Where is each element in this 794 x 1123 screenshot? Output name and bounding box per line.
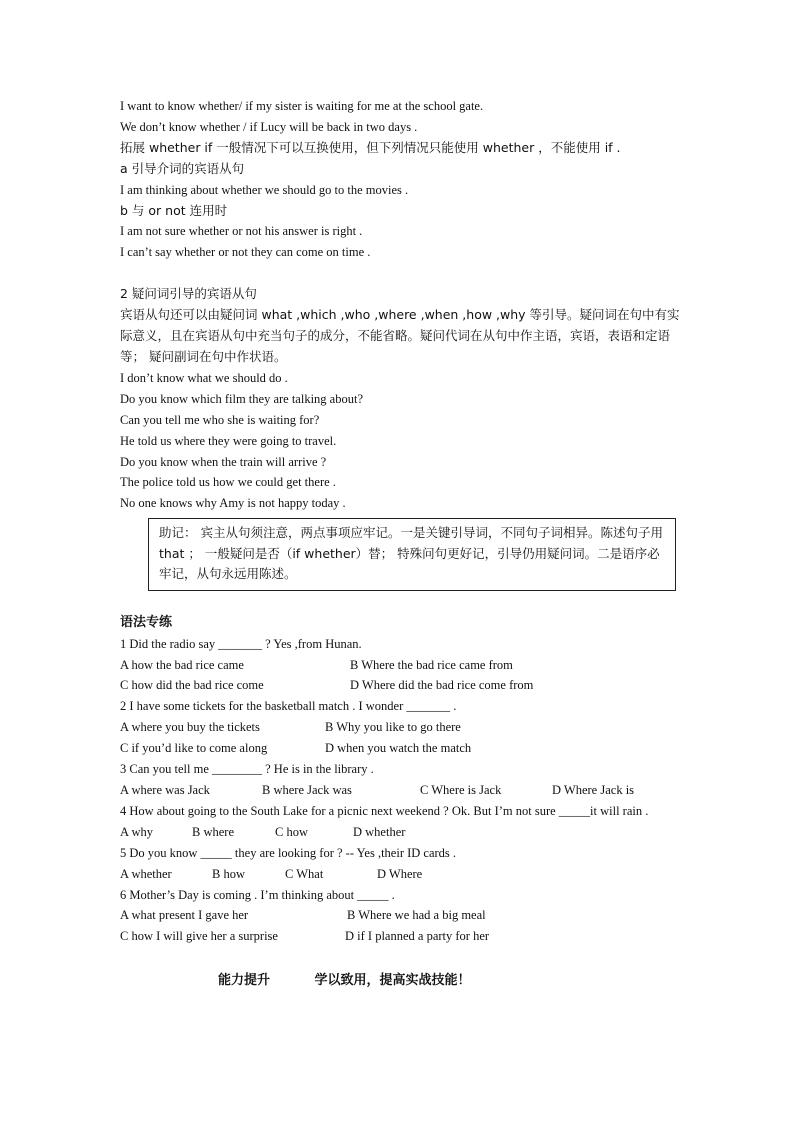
question-stem: 1 Did the radio say _______ ? Yes ,from Hunan.	[120, 636, 362, 651]
option: A why	[120, 824, 153, 839]
question-stem: 3 Can you tell me ________ ? He is in the library .	[120, 762, 374, 777]
ability-heading	[120, 969, 680, 988]
intro-line-1: I want to know whether/ if my sister is waiting for me at the school gate.	[120, 99, 484, 113]
option: B where	[192, 824, 234, 839]
example-line: No one knows why Amy is not happy today .	[120, 496, 346, 511]
section-2-explanation: 宾语从句还可以由疑问词 what ,which ,who ,where ,when ,how ,why 等引导。疑问词在句中有实际意义，且在宾语从句中充当句子的成分，不能省略。疑问代词在从句中作主语，宾语，表语和定语等； 疑问副词在句中作状语。	[120, 307, 680, 364]
option: A where was Jack	[120, 782, 210, 797]
option-row	[120, 780, 680, 801]
option: C how I will give her a surprise	[120, 929, 278, 944]
option: C how	[275, 824, 308, 839]
option: B Where we had a big meal	[347, 908, 486, 923]
option-row	[120, 905, 680, 926]
memo-box: 助记： 宾主从句须注意，两点事项应牢记。一是关键引导词，不同句子词相异。陈述句子用 that ； 一般疑问是否（if whether）替； 特殊问句更好记，引导仍用疑问词。二是语序必牢记，从句永远用陈述。	[148, 518, 676, 591]
option: A whether	[120, 866, 172, 881]
option: B Where the bad rice came from	[350, 657, 513, 672]
option-row	[120, 655, 680, 676]
question-stem: 2 I have some tickets for the basketball match . I wonder _______ .	[120, 699, 457, 714]
rule-b-example-2: I can’t say whether or not they can come on time .	[120, 245, 371, 260]
example-line: The police told us how we could get there .	[120, 475, 336, 490]
option: A what present I gave her	[120, 908, 249, 923]
option: B where Jack was	[262, 782, 352, 797]
option: B how	[212, 866, 245, 881]
example-line: Do you know when the train will arrive ?	[120, 454, 327, 469]
option: A how the bad rice came	[120, 657, 244, 672]
option: C how did the bad rice come	[120, 678, 264, 693]
option: A where you buy the tickets	[120, 720, 260, 735]
ability-heading-right: 学以致用，提高实战技能！	[314, 973, 471, 989]
option: C What	[285, 866, 324, 881]
option: D Where did the bad rice come from	[350, 678, 534, 693]
option: D when you watch the match	[325, 741, 472, 756]
question-stem: 5 Do you know _____ they are looking for ? -- Yes ,their ID cards .	[120, 845, 457, 860]
intro-line-2: We don’t know whether / if Lucy will be back in two days .	[120, 119, 418, 134]
option-row	[120, 926, 680, 947]
option: D if I planned a party for her	[345, 929, 490, 944]
example-line: He told us where they were going to travel.	[120, 433, 337, 448]
expand-note: 拓展 whether if 一般情况下可以互换使用，但下列情况只能使用 whether ，不能使用 if .	[120, 139, 621, 155]
question-stem: 6 Mother’s Day is coming . I’m thinking about _____ .	[120, 887, 395, 902]
option-row	[120, 717, 680, 738]
option-row	[120, 738, 680, 759]
example-line: Can you tell me who she is waiting for?	[120, 412, 320, 427]
option-row	[120, 864, 680, 885]
option: D whether	[353, 824, 406, 839]
rule-a-example: I am thinking about whether we should go to the movies .	[120, 182, 409, 197]
rule-a-title: a 引导介词的宾语从句	[120, 160, 245, 176]
option: D Where	[377, 866, 423, 881]
worksheet-page	[120, 96, 680, 988]
option: C Where is Jack	[420, 782, 502, 797]
question-stem: 4 How about going to the South Lake for a picnic next weekend ? Ok. But I’m not sure _____it will rain .	[120, 803, 649, 818]
ability-heading-left: 能力提升	[218, 973, 271, 989]
option: D Where Jack is	[552, 782, 635, 797]
section-2-title: 2 疑问词引导的宾语从句	[120, 286, 257, 302]
practice-title: 语法专练	[120, 614, 173, 630]
rule-b-title: b 与 or not 连用时	[120, 202, 228, 218]
rule-b-example-1: I am not sure whether or not his answer is right .	[120, 224, 363, 239]
option: C if you’d like to come along	[120, 741, 268, 756]
example-line: I don’t know what we should do .	[120, 370, 288, 385]
option-row	[120, 822, 680, 843]
example-line: Do you know which film they are talking about?	[120, 391, 363, 406]
option-row	[120, 675, 680, 696]
option: B Why you like to go there	[325, 720, 461, 735]
